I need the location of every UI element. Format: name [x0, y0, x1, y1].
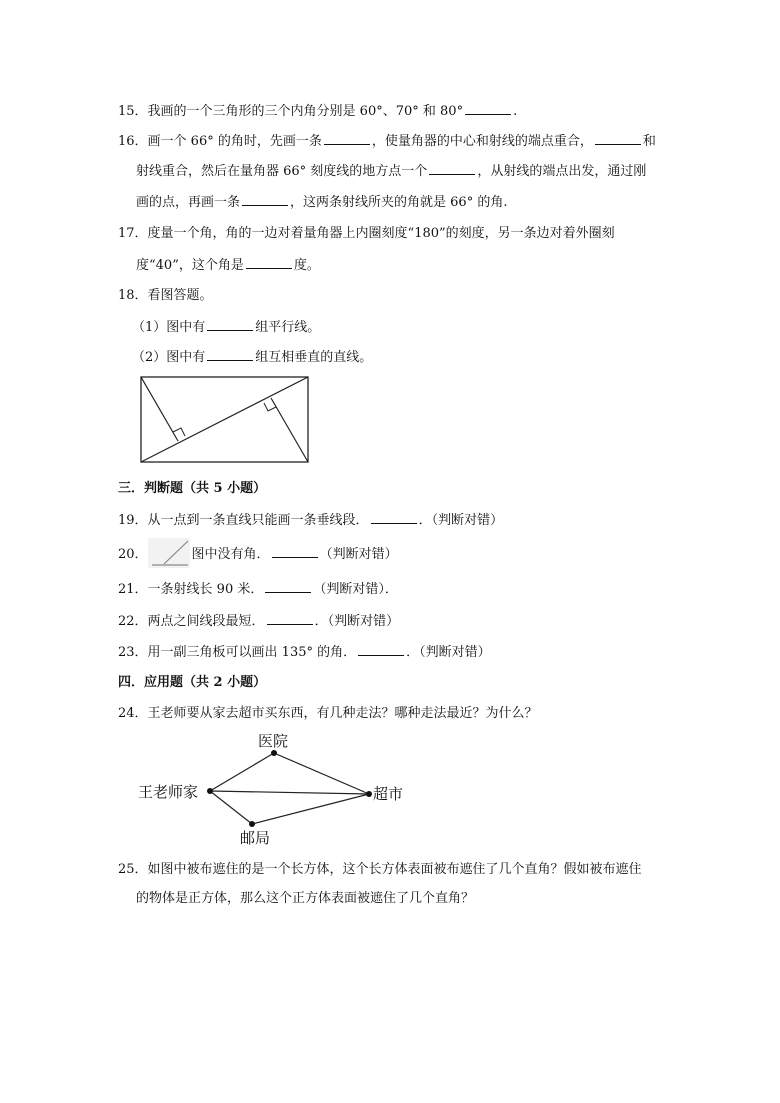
answer-blank[interactable] [207, 348, 253, 361]
answer-blank[interactable] [371, 511, 417, 524]
answer-blank[interactable] [358, 643, 404, 656]
question-16-line-3: 画的点，再画一条 ，这两条射线所夹的角就是 66° 的角. [136, 195, 508, 210]
route-home-market [210, 791, 369, 794]
answer-blank[interactable] [267, 612, 313, 625]
answer-blank[interactable] [207, 318, 253, 331]
hospital-label: 医院 [258, 732, 289, 750]
question-21: 21．一条射线长 90 米． （判断对错）． [118, 582, 398, 597]
question-17-line-2: 度“40”，这个角是 度。 [136, 258, 320, 273]
question-18: 18．看图答题。 [118, 288, 213, 303]
answer-blank[interactable] [265, 580, 311, 593]
question-16-line-2: 射线重合，然后在量角器 66° 刻度线的地方点一个 ，从射线的端点出发，通过刚 [136, 164, 647, 179]
post-label: 邮局 [240, 829, 271, 847]
answer-blank[interactable] [429, 162, 475, 175]
route-hospital-market [274, 753, 369, 794]
question-24: 24．王老师要从家去超市买东西，有几种走法？哪种走法最近？为什么？ [118, 706, 538, 721]
route-home-post [210, 791, 252, 824]
question-15: 15．我画的一个三角形的三个内角分别是 60°、70° 和 80° . [118, 104, 518, 119]
section-3-heading: 三．判断题（共 5 小题） [118, 481, 267, 496]
answer-blank[interactable] [595, 132, 641, 145]
answer-blank[interactable] [324, 132, 370, 145]
question-18-part-2: （2）图中有 组互相垂直的直线。 [132, 350, 373, 365]
answer-blank[interactable] [465, 102, 511, 115]
question-25-line-1: 25．如图中被布遮住的是一个长方体，这个长方体表面被布遮住了几个直角？假如被布遮住 [118, 862, 642, 877]
question-19: 19．从一点到一条直线只能画一条垂线段． ．（判断对错） [118, 513, 504, 528]
section-4-heading: 四．应用题（共 2 小题） [118, 675, 267, 690]
open-angle-icon [148, 538, 192, 568]
route-post-market [252, 794, 369, 824]
answer-blank[interactable] [246, 256, 292, 269]
question-23: 23．用一副三角板可以画出 135° 的角． ．（判断对错） [118, 645, 491, 660]
route-home-hospital [210, 753, 274, 791]
answer-blank[interactable] [242, 193, 288, 206]
answer-blank[interactable] [272, 545, 318, 558]
question-25-line-2: 的物体是正方体，那么这个正方体表面被遮住了几个直角？ [136, 891, 475, 906]
perpendicular-left [141, 377, 178, 441]
market-point [366, 791, 372, 797]
market-label: 超市 [373, 785, 404, 803]
angle-image [148, 546, 192, 564]
question-16-line-1: 16．画一个 66° 的角时，先画一条 ，使量角器的中心和射线的端点重合， 和 [118, 134, 656, 149]
question-22: 22．两点之间线段最短． ．（判断对错） [118, 614, 400, 629]
home-point [207, 788, 213, 794]
perpendicular-right [271, 398, 308, 462]
question-18-part-1: （1）图中有 组平行线。 [132, 320, 321, 335]
route-map [136, 733, 416, 848]
home-label: 王老师家 [138, 783, 199, 801]
question-17-line-1: 17．度量一个角，角的一边对着量角器上内圈刻度“180”的刻度，另一条边对着外圈刻 [118, 226, 615, 241]
hospital-point [271, 750, 277, 756]
post-point [249, 821, 255, 827]
question-20: 20． 图中没有角． （判断对错） [118, 545, 398, 564]
rectangle-figure [140, 376, 310, 464]
